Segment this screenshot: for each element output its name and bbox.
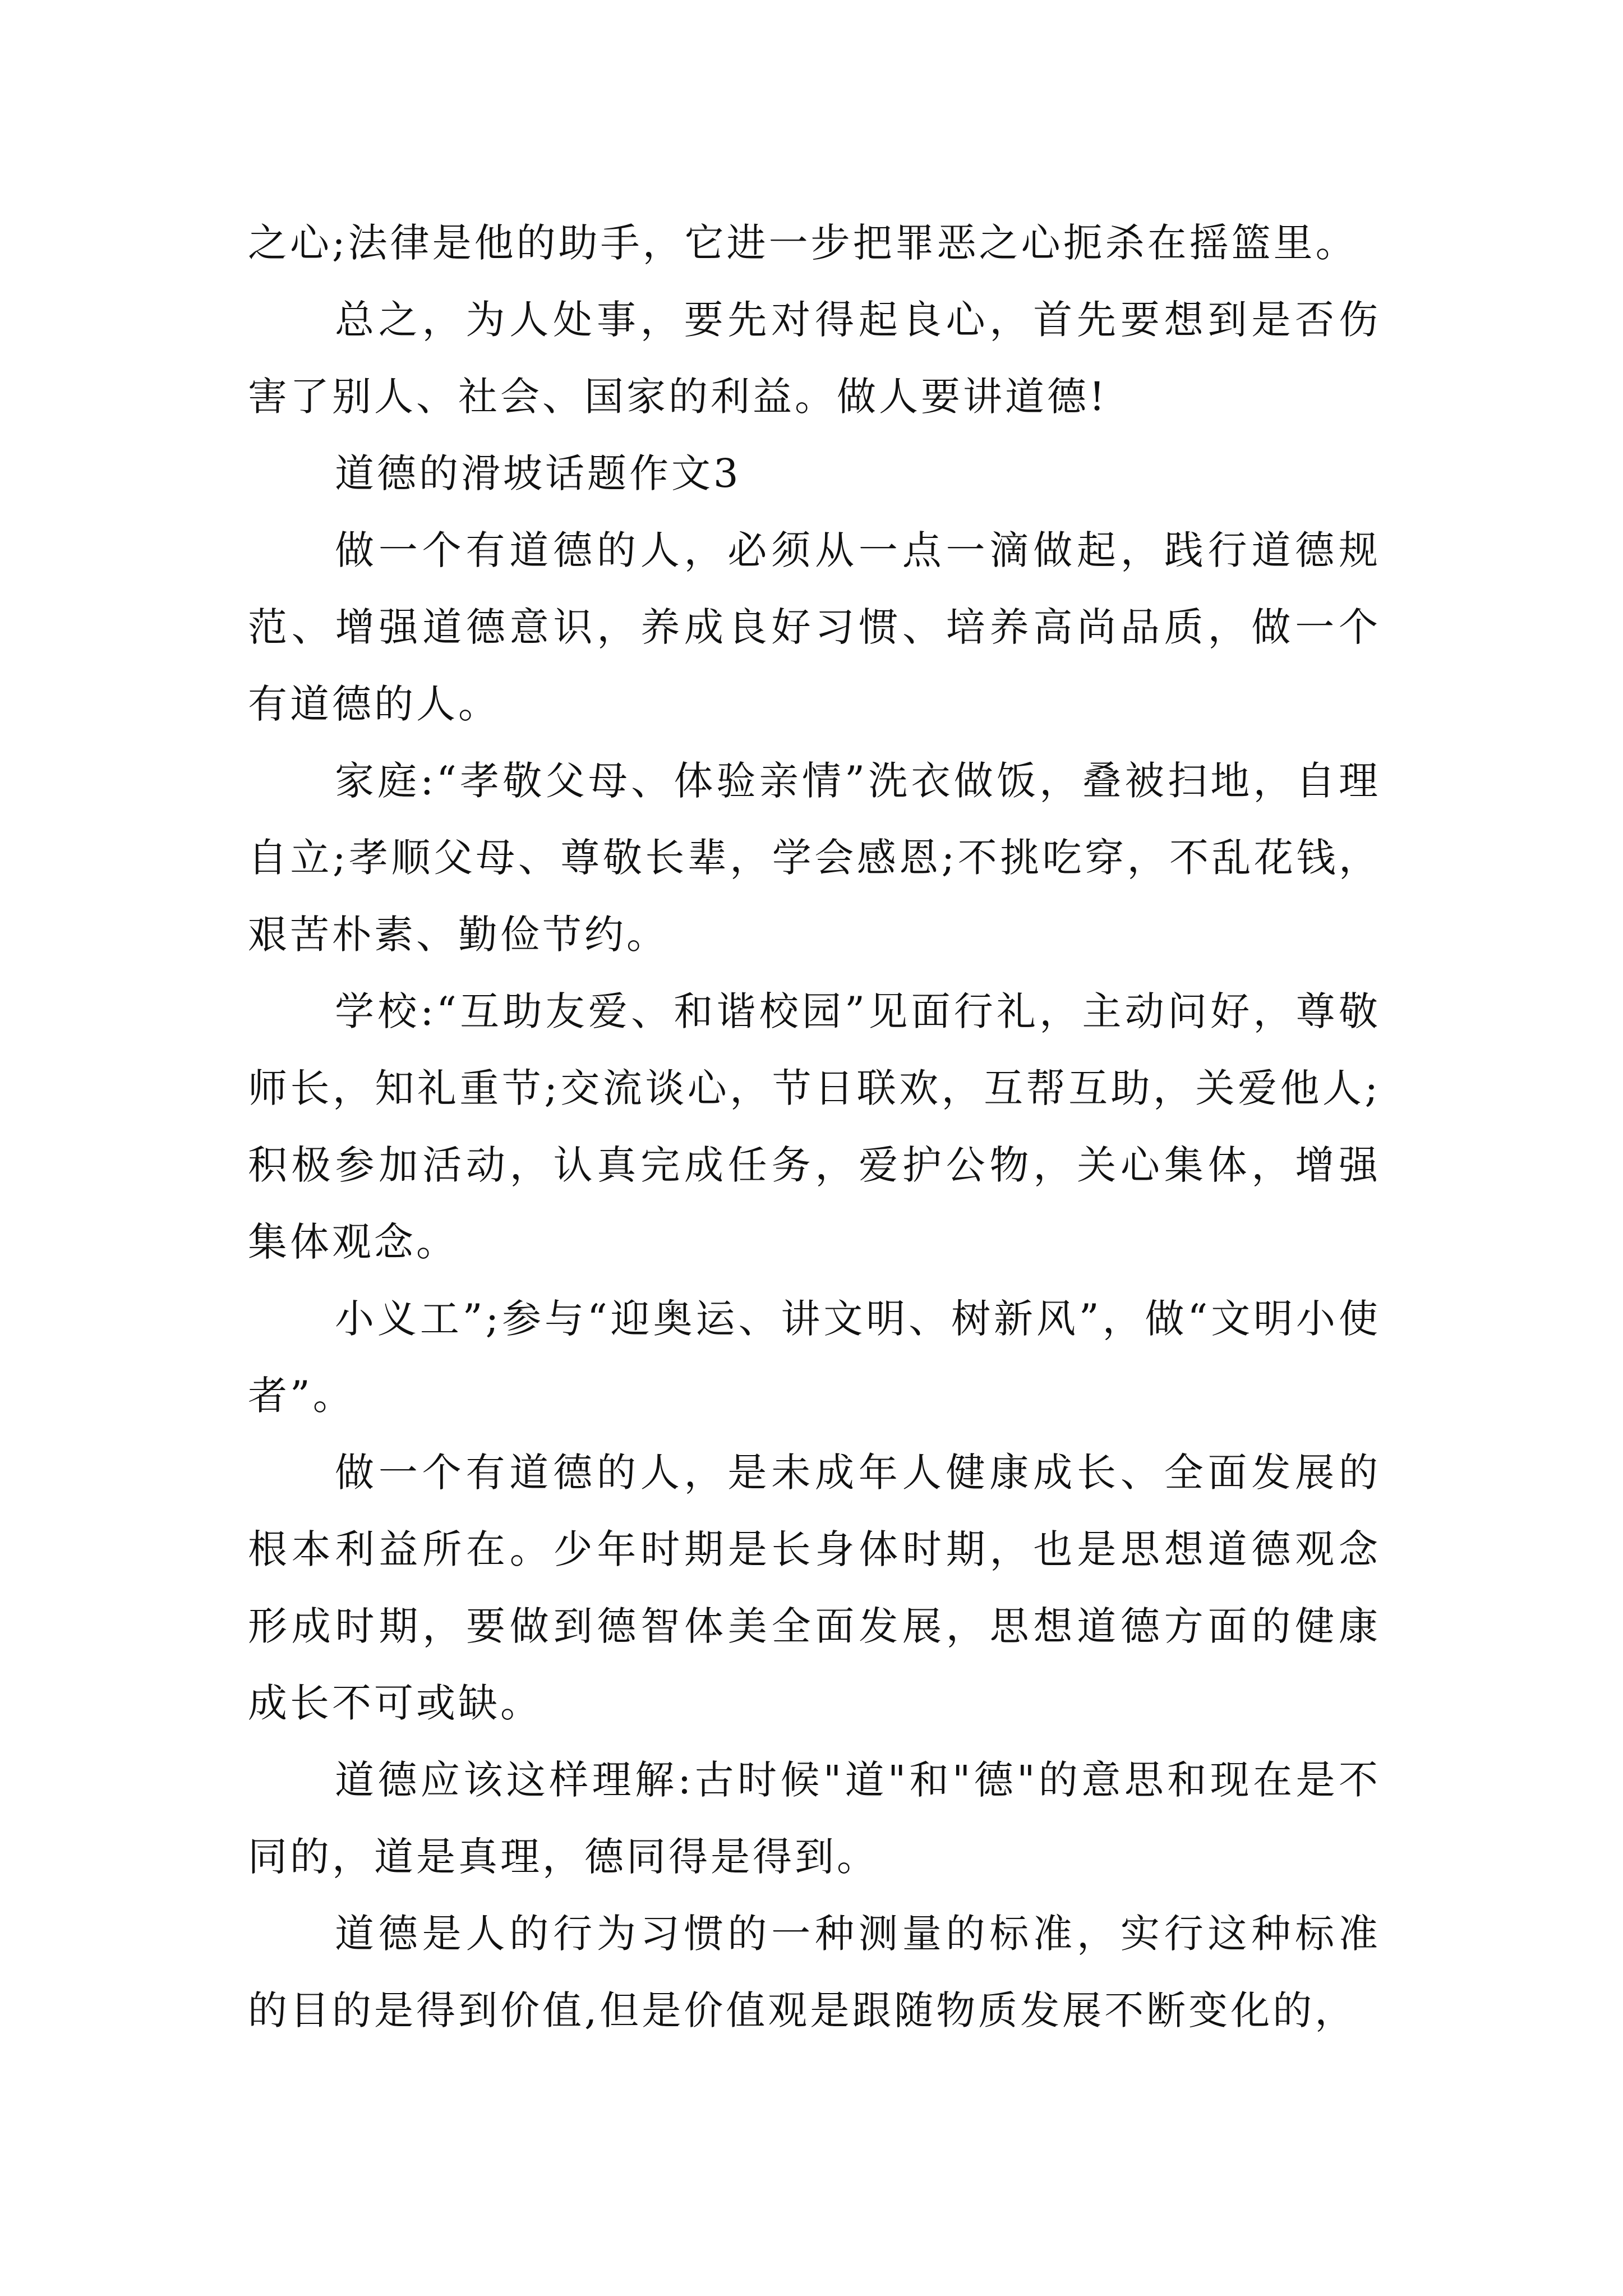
paragraph-definition: 道德应该这样理解:古时候"道"和"德"的意思和现在是不同的，道是真理，德同得是得到。 [248,1757,1381,1880]
paragraph-growth: 做一个有道德的人，是未成年人健康成长、全面发展的根本利益所在。少年时期是长身体时期，也是思想道德观念形成时期，要做到德智体美全面发展，思想道德方面的健康成长不可或缺。 [248,1450,1381,1726]
document-body [248,205,1381,2049]
essay-title: 道德的滑坡话题作文3 [335,450,741,496]
paragraph-conclusion: 总之，为人处事，要先对得起良心，首先要想到是否伤害了别人、社会、国家的利益。做人要讲道德! [248,297,1381,420]
paragraph-school: 学校:“互助友爱、和谐校园”见面行礼，主动问好，尊敬师长，知礼重节;交流谈心，节日联欢，互帮互助，关爱他人;积极参加活动，认真完成任务，爱护公物，关心集体，增强集体观念。 [248,988,1381,1265]
paragraph-intro: 做一个有道德的人，必须从一点一滴做起，践行道德规范、增强道德意识，养成良好习惯、培养高尚品质，做一个有道德的人。 [248,527,1381,727]
paragraph-continuation: 之心;法律是他的助手，它进一步把罪恶之心扼杀在摇篮里。 [248,220,1358,266]
paragraph-standard: 道德是人的行为习惯的一种测量的标准，实行这种标准的目的是得到价值,但是价值观是跟随物质发展不断变化的， [248,1911,1381,2033]
paragraph-family: 家庭:“孝敬父母、体验亲情”洗衣做饭，叠被扫地，自理自立;孝顺父母、尊敬长辈，学会感恩;不挑吃穿，不乱花钱，艰苦朴素、勤俭节约。 [248,758,1381,958]
paragraph-volunteer: 小义工”;参与“迎奥运、讲文明、树新风”，做“文明小使者”。 [248,1296,1381,1419]
